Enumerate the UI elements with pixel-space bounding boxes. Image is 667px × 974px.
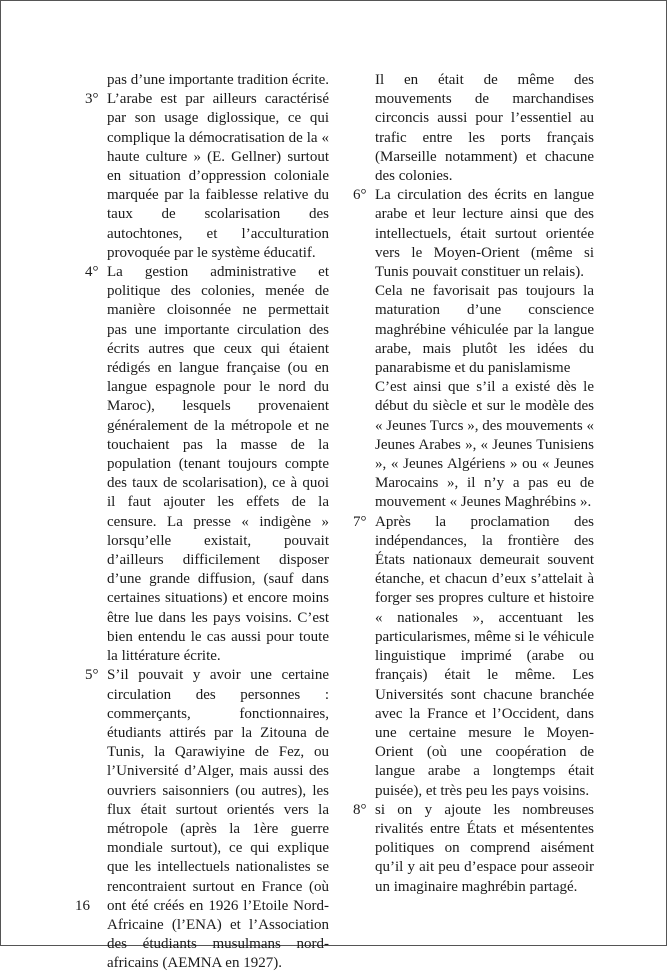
item-number: 4° [85, 264, 99, 281]
item-number: 8° [353, 801, 367, 818]
item-6-paragraph: Cela ne favorisait pas toujours la maturation d’une conscience maghrébine véhiculée par la langue arabe, mais plutôt les idées du panarabisme et du panislamisme [375, 283, 594, 377]
left-column [85, 71, 329, 974]
right-column [353, 71, 594, 897]
item-text: Après la proclamation des indépendances, la frontière des États nationaux demeurait souvent étanche, et chacun d’eux s’attelait à forger ses propres culture et histoire « nationales », accentuant les particularismes, même si le véhicule linguistique imprimé (arabe ou français) était le même. Les Universités sont chacune branchée avec la France et l’Occident, dans une certaine mesure le Moyen-Orient (où une coopération de langue arabe a longtemps était puisée), et très peu les pays voisins. [375, 513, 594, 799]
item-6-paragraph: C’est ainsi que s’il a existé dès le début du siècle et sur le modèle des « Jeunes Turcs », des mouvements « Jeunes Arabes », « Jeunes Tunisiens », « Jeunes Algériens » ou « Jeunes Marocains », il n’y a pas eu de mouvement « Jeunes Maghrébins ». [375, 379, 594, 511]
item-text: La circulation des écrits en langue arabe et leur lecture ainsi que des intellectuels, était surtout orientée vers le Moyen-Orient (même si Tunis pouvait constituer un relais). [375, 187, 594, 281]
item-text: S’il pouvait y avoir une certaine circulation des personnes : commerçants, fonctionnaires, étudiants attirés par la Zitouna de Tunis, la Qarawiyine de Fez, ou l’Université d’Alger, mais aussi des ouvriers saisonniers (ou autres), les flux était surtout orientés vers la métropole (après la 1ère guerre mondiale surtout), ce qui explique que les intellectuels nationalistes se rencontraient surtout en France (où ont été créés en 1926 l’Etoile Nord-Africaine (l’ENA) et l’Association des étudiants musulmans nord-africains (AEMNA en 1927). [107, 667, 329, 972]
item-text: L’arabe est par ailleurs caractérisé par son usage diglossique, ce qui complique la démocratisation de la « haute culture » (E. Gellner) surtout en situation d’oppression coloniale marquée par la faiblesse relative du taux de scolarisation des autochtones, et l’acculturation provoquée par le système éducatif. [107, 91, 329, 261]
list-item-7 [353, 513, 594, 801]
item-text: si on y ajoute les nombreuses rivalités entre États et mésententes politiques on comprend aisément qu’il y ait peu d’espace pour asseoir un imaginaire maghrébin partagé. [375, 801, 594, 895]
list-item-8 [353, 801, 594, 897]
item-number: 7° [353, 513, 367, 530]
list-item-6 [353, 186, 594, 282]
list-item-5 [85, 666, 329, 973]
continuation-paragraph: pas d’une importante tradition écrite. [107, 72, 330, 88]
item-number: 5° [85, 667, 99, 684]
continuation-paragraph: Il en était de même des mouvements de marchandises circoncis aussi pour l’essentiel au trafic entre les ports français (Marseille notamment) et chacune des colonies. [375, 72, 594, 185]
item-number: 6° [353, 187, 367, 204]
item-number: 3° [85, 91, 99, 108]
item-text: La gestion administrative et politique des colonies, menée de manière cloisonnée ne permettait pas une importante circulation des écrits autres que ceux qui étaient rédigés en langue française (ou en langue espagnole pour le nord du Maroc), lesquels provenaient généralement de la métropole et ne touchaient pas la masse de la population (tenant toujours compte des taux de scolarisation), ce à quoi il faut ajouter les effets de la censure. La presse « indigène » lorsqu’elle existait, pouvait d’ailleurs difficilement disposer d’une grande diffusion, (sauf dans certaines situations) et encore moins être lue dans les pays voisins. C’est bien entendu le cas aussi pour toute la littérature écrite. [107, 264, 329, 665]
list-item-3 [85, 90, 329, 263]
list-item-4 [85, 263, 329, 666]
page-number: 16 [75, 898, 90, 914]
